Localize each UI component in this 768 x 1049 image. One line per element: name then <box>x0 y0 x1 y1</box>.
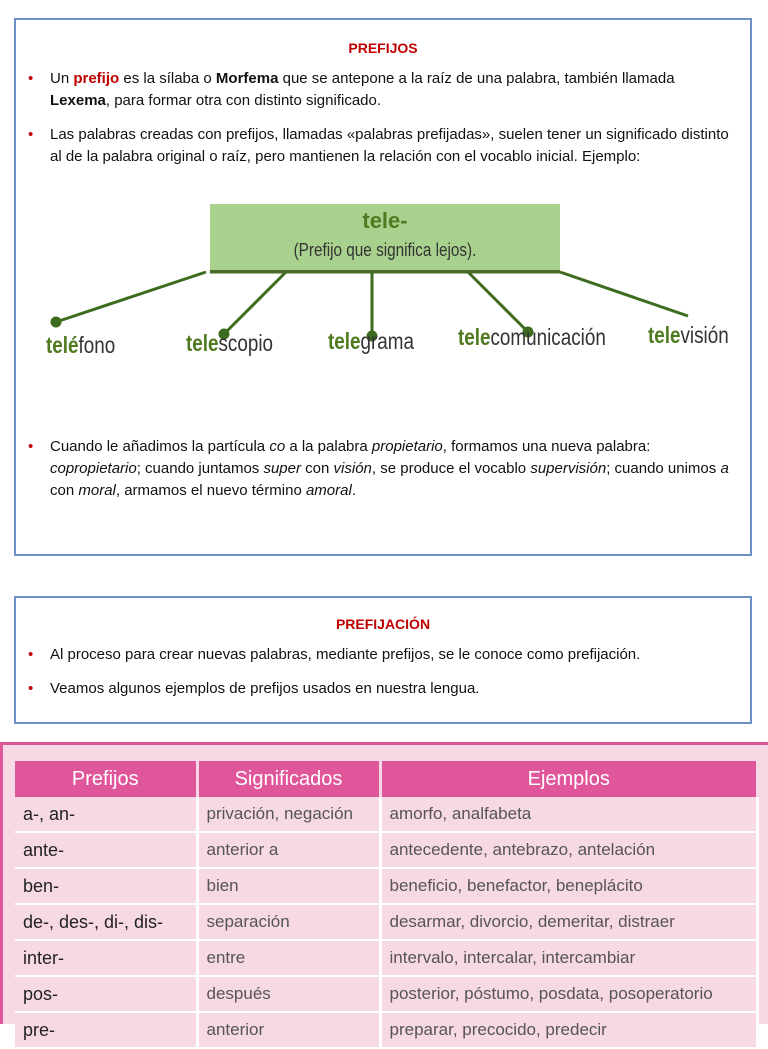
bullet-dot: • <box>28 70 34 87</box>
bullet-dot: • <box>28 680 34 697</box>
prefix-box <box>210 204 560 273</box>
word-prefix: tele <box>186 330 219 356</box>
table-row <box>15 976 758 1012</box>
connector-dot <box>52 318 60 326</box>
bullet-prefixed-words <box>28 124 730 168</box>
cell-meaning: entre <box>197 940 380 976</box>
text: , para formar otra con distinto significado. <box>105 92 382 109</box>
prefix-table <box>15 761 759 1049</box>
word-prefix: tele <box>648 322 681 348</box>
header-ejemplos: Ejemplos <box>380 761 758 797</box>
prefijacion-card <box>14 596 752 724</box>
connector-line <box>560 272 688 316</box>
bullet-examples-intro <box>28 678 730 700</box>
cell-prefix: ben- <box>15 868 197 904</box>
text: . <box>351 482 356 499</box>
prefix-description: (Prefijo que significa lejos). <box>293 240 477 260</box>
cell-meaning: anterior <box>197 1012 380 1048</box>
header-prefijos: Prefijos <box>15 761 197 797</box>
text: , se produce el vocablo <box>371 460 531 477</box>
text: ; cuando unimos <box>606 460 721 477</box>
word-telecomunicacion <box>458 324 606 351</box>
bullet-dot: • <box>28 438 34 455</box>
cell-examples: desarmar, divorcio, demeritar, distraer <box>380 904 758 940</box>
prefijos-bullets <box>16 68 750 168</box>
word-root: visión <box>680 322 729 348</box>
header-significados: Significados <box>197 761 380 797</box>
cell-meaning: bien <box>197 868 380 904</box>
text: con <box>301 460 334 477</box>
table-row <box>15 1012 758 1048</box>
text: , formamos una nueva palabra: <box>442 438 651 455</box>
italic-term: amoral <box>305 482 352 499</box>
term-morfema: Morfema <box>215 70 279 87</box>
word-telescopio <box>186 330 273 357</box>
table-row <box>15 832 758 868</box>
prefix-title: tele- <box>362 208 408 233</box>
italic-term: a <box>720 460 729 477</box>
table-row <box>15 868 758 904</box>
word-prefix: telé <box>46 332 79 358</box>
prefijos-bullets-2 <box>16 436 750 502</box>
prefix-table-panel <box>0 742 768 1040</box>
cell-examples: intervalo, intercalar, intercambiar <box>380 940 758 976</box>
cell-meaning: después <box>197 976 380 1012</box>
text: Las palabras creadas con prefijos, llamadas «palabras prefijadas», suelen tener un significado distinto al de la palabra original o raíz, pero mantienen la relación con el vocablo inicial. Ejemplo: <box>50 126 729 165</box>
term-lexema: Lexema <box>50 92 106 109</box>
cell-prefix: pre- <box>15 1012 197 1048</box>
italic-term: super <box>263 460 301 477</box>
text: con <box>50 482 79 499</box>
connector-line <box>468 272 528 332</box>
word-prefix: tele <box>458 324 491 350</box>
word-prefix: tele <box>328 328 361 354</box>
connector-line <box>224 272 286 334</box>
word-root: comunicación <box>490 324 606 350</box>
card-title-prefijacion: PREFIJACIÓN <box>335 616 431 632</box>
word-root: scopio <box>218 330 274 356</box>
bullet-dot: • <box>28 646 34 663</box>
word-root: fono <box>78 332 116 358</box>
table-row <box>15 904 758 940</box>
italic-term: propietario <box>371 438 443 455</box>
prefijos-card <box>14 18 752 556</box>
connector-line <box>56 272 206 322</box>
italic-term: visión <box>333 460 372 477</box>
text: ; cuando juntamos <box>136 460 264 477</box>
cell-examples: posterior, póstumo, posdata, posoperatorio <box>380 976 758 1012</box>
table-row <box>15 797 758 832</box>
cell-examples: antecedente, antebrazo, antelación <box>380 832 758 868</box>
cell-prefix: de-, des-, di-, dis- <box>15 904 197 940</box>
text: a la palabra <box>285 438 372 455</box>
bullet-definition <box>28 68 730 112</box>
tele-diagram <box>16 180 750 430</box>
text: es la sílaba o <box>119 70 216 87</box>
text: Veamos algunos ejemplos de prefijos usados en nuestra lengua. <box>50 680 480 697</box>
word-telefono <box>46 332 115 359</box>
italic-term: supervisión <box>530 460 607 477</box>
text: que se antepone a la raíz de una palabra, también llamada <box>278 70 675 87</box>
cell-prefix: a-, an- <box>15 797 197 832</box>
word-telegrama <box>328 328 414 355</box>
bullet-examples <box>28 436 730 502</box>
italic-term: co <box>269 438 286 455</box>
italic-term: moral <box>78 482 116 499</box>
bullet-process <box>28 644 730 666</box>
text: Cuando le añadimos la partícula <box>50 438 270 455</box>
cell-meaning: privación, negación <box>197 797 380 832</box>
cell-prefix: inter- <box>15 940 197 976</box>
cell-examples: preparar, precocido, predecir <box>380 1012 758 1048</box>
highlight-prefijo: prefijo <box>73 70 120 87</box>
cell-examples: amorfo, analfabeta <box>380 797 758 832</box>
text: Un <box>50 70 74 87</box>
cell-meaning: anterior a <box>197 832 380 868</box>
cell-prefix: pos- <box>15 976 197 1012</box>
prefijacion-bullets <box>16 644 750 700</box>
card-title-prefijos: PREFIJOS <box>348 40 418 56</box>
table-header-row <box>15 761 758 797</box>
word-television <box>648 322 729 349</box>
italic-term: copropietario <box>50 460 137 477</box>
bullet-dot: • <box>28 126 34 143</box>
table-row <box>15 940 758 976</box>
cell-meaning: separación <box>197 904 380 940</box>
cell-prefix: ante- <box>15 832 197 868</box>
cell-examples: beneficio, benefactor, beneplácito <box>380 868 758 904</box>
text: , armamos el nuevo término <box>115 482 306 499</box>
word-root: grama <box>360 328 414 354</box>
text: Al proceso para crear nuevas palabras, mediante prefijos, se le conoce como prefijación. <box>50 646 641 663</box>
